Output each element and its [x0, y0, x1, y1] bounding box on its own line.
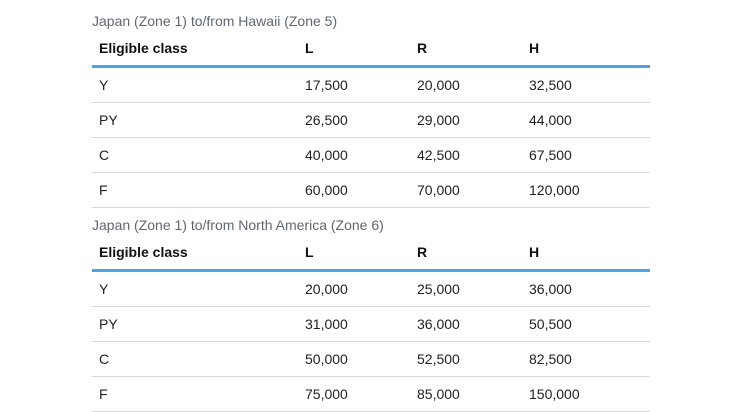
cell-class: PY: [99, 112, 118, 128]
header-h: H: [529, 40, 540, 56]
table-row: [92, 67, 650, 103]
header-l: L: [305, 40, 314, 56]
header-h: H: [529, 244, 540, 260]
award-chart-table: [92, 32, 650, 208]
header-r: R: [417, 244, 428, 260]
cell-l: 17,500: [305, 77, 348, 93]
cell-class: Y: [99, 77, 109, 93]
header-eligible-class: Eligible class: [99, 40, 188, 56]
cell-r: 36,000: [417, 316, 460, 332]
cell-h: 150,000: [529, 386, 580, 402]
table-row: [92, 271, 650, 307]
table-row: [92, 307, 650, 342]
cell-class: Y: [99, 281, 109, 297]
award-table-hawaii: [92, 10, 650, 208]
cell-h: 50,500: [529, 316, 572, 332]
cell-class: F: [99, 386, 108, 402]
award-chart-table: [92, 236, 650, 412]
cell-h: 44,000: [529, 112, 572, 128]
cell-h: 67,500: [529, 147, 572, 163]
table-row: [92, 138, 650, 173]
table-header-row: [92, 236, 650, 271]
cell-r: 25,000: [417, 281, 460, 297]
table-row: [92, 377, 650, 412]
cell-r: 20,000: [417, 77, 460, 93]
table-caption: Japan (Zone 1) to/from Hawaii (Zone 5): [92, 13, 338, 29]
header-eligible-class: Eligible class: [99, 244, 188, 260]
cell-l: 40,000: [305, 147, 348, 163]
cell-class: PY: [99, 316, 118, 332]
header-l: L: [305, 244, 314, 260]
table-row: [92, 173, 650, 208]
cell-class: F: [99, 182, 108, 198]
cell-h: 36,000: [529, 281, 572, 297]
cell-r: 52,500: [417, 351, 460, 367]
cell-r: 42,500: [417, 147, 460, 163]
cell-l: 60,000: [305, 182, 348, 198]
cell-l: 75,000: [305, 386, 348, 402]
cell-r: 85,000: [417, 386, 460, 402]
cell-l: 50,000: [305, 351, 348, 367]
table-row: [92, 103, 650, 138]
cell-l: 26,500: [305, 112, 348, 128]
header-r: R: [417, 40, 428, 56]
award-table-north-america: [92, 214, 650, 412]
cell-l: 20,000: [305, 281, 348, 297]
table-row: [92, 342, 650, 377]
cell-l: 31,000: [305, 316, 348, 332]
table-header-row: [92, 32, 650, 67]
cell-r: 70,000: [417, 182, 460, 198]
cell-r: 29,000: [417, 112, 460, 128]
table-caption: Japan (Zone 1) to/from North America (Zone 6): [92, 217, 384, 233]
cell-class: C: [99, 147, 110, 163]
cell-class: C: [99, 351, 110, 367]
cell-h: 82,500: [529, 351, 572, 367]
cell-h: 32,500: [529, 77, 572, 93]
cell-h: 120,000: [529, 182, 580, 198]
